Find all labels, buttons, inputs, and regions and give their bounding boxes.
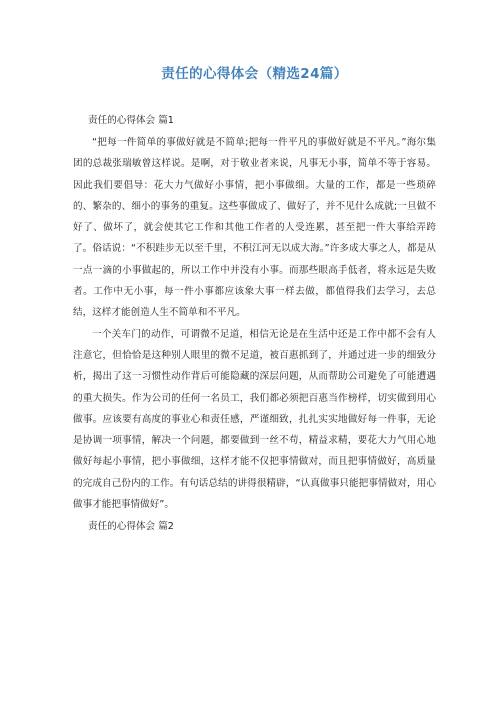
paragraph: 一个关车门的动作，可谓微不足道，相信无论是在生活中还是工作中都不会有人注意它，但恰恰是这种别人眼里的微不足道，被百惠抓到了，并通过进一步的细致分析，揭出了这一习惯性动作背后可能隐藏的深层问题，从而帮助公司避免了可能遭遇的重大损失。作为公司的任何一名员工，我们都必须把百惠当作榜样，切实做到用心做事。应该要有高度的事业心和责任感，严谨细致，扎扎实实地做好每一件事，无论是协调一项事情，解决一个问题，都要做到一丝不苟，精益求精，要花大力气用心地做好每起小事情，把小事做细，这样才能不仅把事情做对，而且把事情做好，高质量的完成自己份内的工作。有句话总结的讲得很精辟，“认真做事只能把事情做对，用心做事才能把事情做好”。 [73,328,436,511]
paragraph: “把每一件简单的事做好就是不简单;把每一件平凡的事做好就是不平凡。”海尔集团的总裁张瑞敏曾这样说。是啊，对于敬业者来说，凡事无小事，简单不等于容易。因此我们要倡导：花大力气做好小事情，把小事做细。大量的工作，都是一些琐碎的、繁杂的、细小的事务的重复。这些事做成了、做好了，并不见什么成就;一旦做不好了、做坏了，就会使其它工作和其他工作者的人受连累，甚至把一件大事给弄跨了。俗话说：“不积跬步无以至千里，不积江河无以成大海。”许多成大事之人，都是从一点一滴的小事做起的，所以工作中并没有小事。而那些眼高手低者，将永远是失败者。工作中无小事，每一件小事都应该象大事一样去做，都值得我们去学习，去总结，这样才能创造人生不简单和不平凡。 [73,137,436,319]
document-title: 责任的心得体会（精选24篇） [161,66,348,82]
section-heading: 责任的心得体会 篇2 [88,521,174,533]
section-1 [73,114,436,515]
section-2 [73,520,436,533]
section-heading: 责任的心得体会 篇1 [88,115,174,126]
